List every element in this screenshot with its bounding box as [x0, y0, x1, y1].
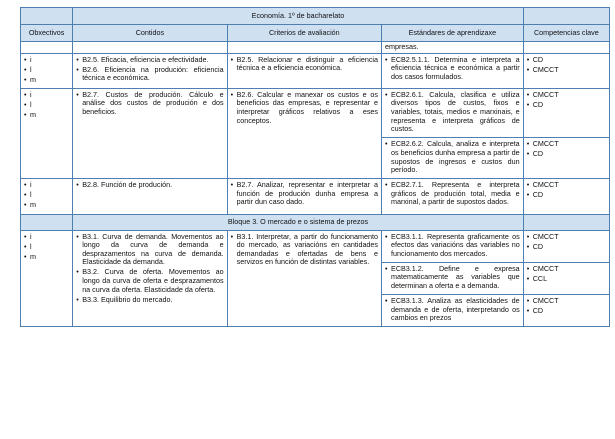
table-title-spacer [523, 8, 609, 25]
list-item: • l [24, 243, 69, 252]
standard-cell [382, 262, 524, 294]
list-item: • ECB3.1.3. Analiza as elasticidades de demanda e de oferta, interpretando os cambios en prezos [385, 297, 520, 323]
objectives-cell [21, 230, 73, 327]
list-item: • B2.8. Función de produción. [76, 181, 223, 190]
standard-cell [382, 53, 524, 88]
list-item: • CD [527, 56, 606, 65]
list-item: • B3.1. Interpretar, a partir do funcionamento do mercado, as variacións en cantidades demandadas e ofertadas de bens e servizos en función de distintas variables. [231, 233, 378, 267]
standard-cell [382, 88, 524, 137]
criteria-cell [227, 88, 381, 178]
criteria-cell [227, 230, 381, 327]
column-header-criteria: Criterios de avaliación [227, 25, 381, 42]
table-title: Economía. 1º de bacharelato [73, 8, 524, 25]
list-item: • ECB2.6.1. Calcula, clasifica e utiliza diversos tipos de custos, fixos e variables, totais, medios e marxinais, e representa e interpreta gráficos de custos. [385, 91, 520, 134]
column-header-objectives: Obxectivos [21, 25, 73, 42]
list-item: • CD [527, 307, 606, 316]
table-title-spacer [21, 8, 73, 25]
list-item: • B3.3. Equilibrio do mercado. [76, 296, 223, 305]
list-item: • m [24, 76, 69, 85]
list-item: • B2.6. Eficiencia na produción: eficiencia técnica e económica. [76, 66, 223, 83]
list-item: • B2.6. Calcular e manexar os custos e os beneficios das empresas, e representar e interpretar gráficos relativos a eses conceptos. [231, 91, 378, 125]
objectives-cell [21, 179, 73, 214]
list-item: • CD [527, 150, 606, 159]
list-item: • CCL [527, 275, 606, 284]
competences-cell [523, 295, 609, 327]
block-heading: Bloque 3. O mercado e o sistema de prezos [73, 214, 524, 230]
list-item: • ECB3.1.1. Representa graficamente os efectos das variacións das variables no funcionamento dos mercados. [385, 233, 520, 259]
column-header-standards: Estándares de aprendizaxe [382, 25, 524, 42]
list-item: • CMCCT [527, 265, 606, 274]
list-item: • ECB3.1.2. Define e expresa matematicamente as variables que determinan a oferta e a demanda. [385, 265, 520, 291]
list-item: • l [24, 191, 69, 200]
contents-cell [73, 179, 227, 214]
table-row [21, 88, 610, 137]
table-row [21, 53, 610, 88]
competences-cell [523, 230, 609, 262]
block-heading-row [21, 214, 610, 230]
list-item: • CD [527, 191, 606, 200]
column-header-contents: Contidos [73, 25, 227, 42]
list-item: • B3.1. Curva de demanda. Movementos ao longo da curva de demanda e desprazamentos na curva de demanda. Elasticidade da demanda. [76, 233, 223, 267]
list-item: • CMCCT [527, 181, 606, 190]
objectives-cell [21, 53, 73, 88]
list-item: • CMCCT [527, 297, 606, 306]
competences-cell [523, 88, 609, 137]
list-item: • i [24, 56, 69, 65]
list-item: • m [24, 111, 69, 120]
list-item: • ECB2.7.1. Representa e interpreta gráficos de produción total, media e marxinal, a partir de supostos dados. [385, 181, 520, 207]
list-item: • CMCCT [527, 66, 606, 75]
list-item: • CMCCT [527, 140, 606, 149]
list-item: • l [24, 101, 69, 110]
list-item: • CMCCT [527, 91, 606, 100]
column-header-competences: Competencias clave [523, 25, 609, 42]
standard-cell [382, 295, 524, 327]
curriculum-document [20, 7, 610, 327]
contents-cell [73, 230, 227, 327]
curriculum-table [20, 7, 610, 327]
competences-cell [523, 138, 609, 179]
list-item: • m [24, 201, 69, 210]
standard-cell [382, 138, 524, 179]
column-header-row [21, 25, 610, 42]
list-item: • l [24, 66, 69, 75]
list-item: • B3.2. Curva de oferta. Movementos ao longo da curva de oferta e desprazamentos na curva da oferta. Elasticidade da oferta. [76, 268, 223, 294]
contents-cell [73, 88, 227, 178]
list-item: • ECB2.6.2. Calcula, analiza e interpreta os beneficios dunha empresa a partir de supostos de ingresos e custos dun período. [385, 140, 520, 174]
list-item: • B2.5. Eficacia, eficiencia e efectividade. [76, 56, 223, 65]
list-item: • CD [527, 243, 606, 252]
criteria-cell [227, 53, 381, 88]
standard-cell [382, 179, 524, 214]
table-title-row [21, 8, 610, 25]
list-item: • B2.7. Custos de produción. Cálculo e análise dos custos de produción e dos beneficios. [76, 91, 223, 117]
table-row [21, 42, 610, 54]
list-item: • B2.7. Analizar, representar e interpretar a función de produción dunha empresa a partir dun caso dado. [231, 181, 378, 207]
continuation-cell: empresas. [382, 42, 524, 54]
criteria-cell [227, 179, 381, 214]
objectives-cell [21, 88, 73, 178]
table-row [21, 179, 610, 214]
table-row [21, 230, 610, 262]
competences-cell [523, 53, 609, 88]
list-item: • CMCCT [527, 233, 606, 242]
list-item: • ECB2.5.1.1. Determina e interpreta a eficiencia técnica e económica a partir dos casos formulados. [385, 56, 520, 82]
contents-cell [73, 53, 227, 88]
list-item: • i [24, 233, 69, 242]
standard-cell [382, 230, 524, 262]
list-item: • i [24, 181, 69, 190]
competences-cell [523, 179, 609, 214]
competences-cell [523, 262, 609, 294]
list-item: • m [24, 253, 69, 262]
list-item: • i [24, 91, 69, 100]
list-item: • CD [527, 101, 606, 110]
list-item: • B2.5. Relacionar e distinguir a eficiencia técnica e a eficiencia económica. [231, 56, 378, 73]
